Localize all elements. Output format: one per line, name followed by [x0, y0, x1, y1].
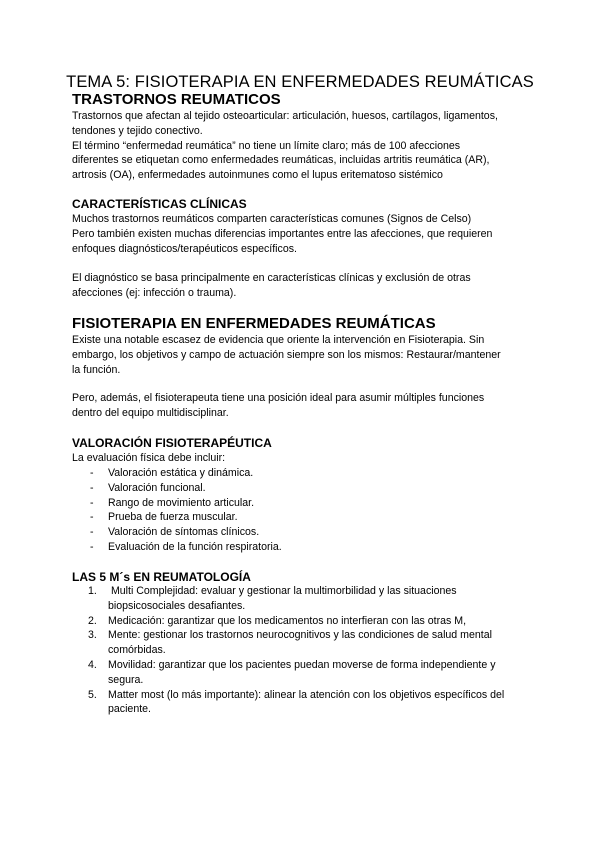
list-item-text: paciente. — [108, 703, 151, 716]
text-line: El término “enfermedad reumática” no tiene un límite claro; más de 100 afecciones — [72, 139, 461, 152]
text-line: Muchos trastornos reumáticos comparten características comunes (Signos de Celso) — [72, 213, 472, 225]
text-line: La evaluación física debe incluir: — [72, 452, 226, 464]
list-item-text: Evaluación de la función respiratoria. — [108, 540, 282, 553]
list-item-text: segura. — [108, 673, 144, 686]
dash-bullet: - — [90, 511, 94, 524]
list-item — [88, 688, 538, 718]
list-number: 1. — [88, 585, 97, 597]
text-line: artrosis (OA), enfermedades autoinmunes como el lupus eritematoso sistémico — [72, 169, 443, 182]
paragraph-fisioterapia-2 — [72, 391, 532, 421]
list-item-text: Rango de movimiento articular. — [108, 496, 255, 509]
valoracion-list — [88, 466, 528, 555]
list-number: 3. — [88, 629, 97, 642]
list-item-text: Valoración funcional. — [108, 481, 206, 494]
list-item-text: Mente: gestionar los trastornos neurocognitivos y las condiciones de salud mental — [108, 629, 492, 642]
text-line: El diagnóstico se basa principalmente en características clínicas y exclusión de otras — [72, 272, 471, 284]
paragraph-fisioterapia-1 — [72, 333, 532, 377]
paragraph-caracteristicas-2 — [72, 271, 532, 301]
heading-caracteristicas-clinicas: CARACTERÍSTICAS CLÍNICAS — [72, 197, 247, 211]
list-number: 4. — [88, 658, 97, 671]
list-item-text: Matter most (lo más importante): alinear la atención con los objetivos específicos del — [108, 688, 505, 701]
paragraph-caracteristicas-1 — [72, 212, 532, 256]
text-line: Existe una notable escasez de evidencia que oriente la intervención en Fisioterapia. Sin — [72, 334, 485, 346]
text-line: la función. — [72, 363, 121, 376]
text-line: diferentes se etiquetan como enfermedades reumáticas, incluidas artritis reumática (AR), — [72, 154, 490, 167]
paragraph-trastornos-reumaticos — [72, 109, 532, 183]
dash-bullet: - — [90, 467, 94, 479]
list-item — [88, 628, 538, 658]
list-item — [88, 466, 528, 481]
list-item — [88, 584, 538, 614]
heading-las-5-ms: LAS 5 M´s EN REUMATOLOGÍA — [72, 570, 251, 584]
list-item-text: Movilidad: garantizar que los pacientes puedan moverse de forma independiente y — [108, 658, 496, 671]
document-title: TEMA 5: FISIOTERAPIA EN ENFERMEDADES REUMÁTICAS — [66, 73, 534, 91]
list-item-text: comórbidas. — [108, 644, 166, 657]
heading-trastornos-reumaticos: TRASTORNOS REUMATICOS — [72, 91, 281, 108]
dash-bullet: - — [90, 526, 94, 539]
text-line: dentro del equipo multidisciplinar. — [72, 406, 229, 419]
text-line: tendones y tejido conectivo. — [72, 124, 203, 137]
list-item-text: biopsicosociales desafiantes. — [108, 599, 246, 612]
heading-fisioterapia-enfermedades-reumaticas: FISIOTERAPIA EN ENFERMEDADES REUMÁTICAS — [72, 315, 436, 332]
list-item-text: Valoración estática y dinámica. — [108, 467, 254, 479]
list-item — [88, 496, 528, 511]
list-item-text: Valoración de síntomas clínicos. — [108, 526, 260, 539]
text-line: enfoques diagnósticos/terapéuticos específicos. — [72, 242, 297, 255]
list-item — [88, 614, 538, 629]
text-line: Trastornos que afectan al tejido osteoarticular: articulación, huesos, cartílagos, ligamentos, — [72, 110, 498, 122]
text-line: Pero, además, el fisioterapeuta tiene una posición ideal para asumir múltiples funciones — [72, 392, 485, 404]
list-number: 5. — [88, 688, 97, 701]
list-item — [88, 658, 538, 688]
list-item-text: Multi Complejidad: evaluar y gestionar la multimorbilidad y las situaciones — [108, 585, 457, 597]
text-line: afecciones (ej: infección o trauma). — [72, 286, 237, 299]
text-line: embargo, los objetivos y campo de actuación siempre son los mismos: Restaurar/mantener — [72, 348, 501, 361]
cinco-m-list — [88, 584, 538, 717]
list-item-text: Medicación: garantizar que los medicamentos no interfieran con las otras M, — [108, 614, 467, 627]
list-item — [88, 510, 528, 525]
dash-bullet: - — [90, 540, 94, 553]
list-item-text: Prueba de fuerza muscular. — [108, 511, 238, 524]
dash-bullet: - — [90, 481, 94, 494]
list-item — [88, 525, 528, 540]
list-number: 2. — [88, 614, 97, 627]
text-line: Pero también existen muchas diferencias importantes entre las afecciones, que requieren — [72, 227, 493, 240]
heading-valoracion-fisioterapeutica: VALORACIÓN FISIOTERAPÉUTICA — [72, 436, 272, 450]
dash-bullet: - — [90, 496, 94, 509]
valoracion-intro — [72, 451, 532, 466]
list-item — [88, 481, 528, 496]
list-item — [88, 540, 528, 555]
